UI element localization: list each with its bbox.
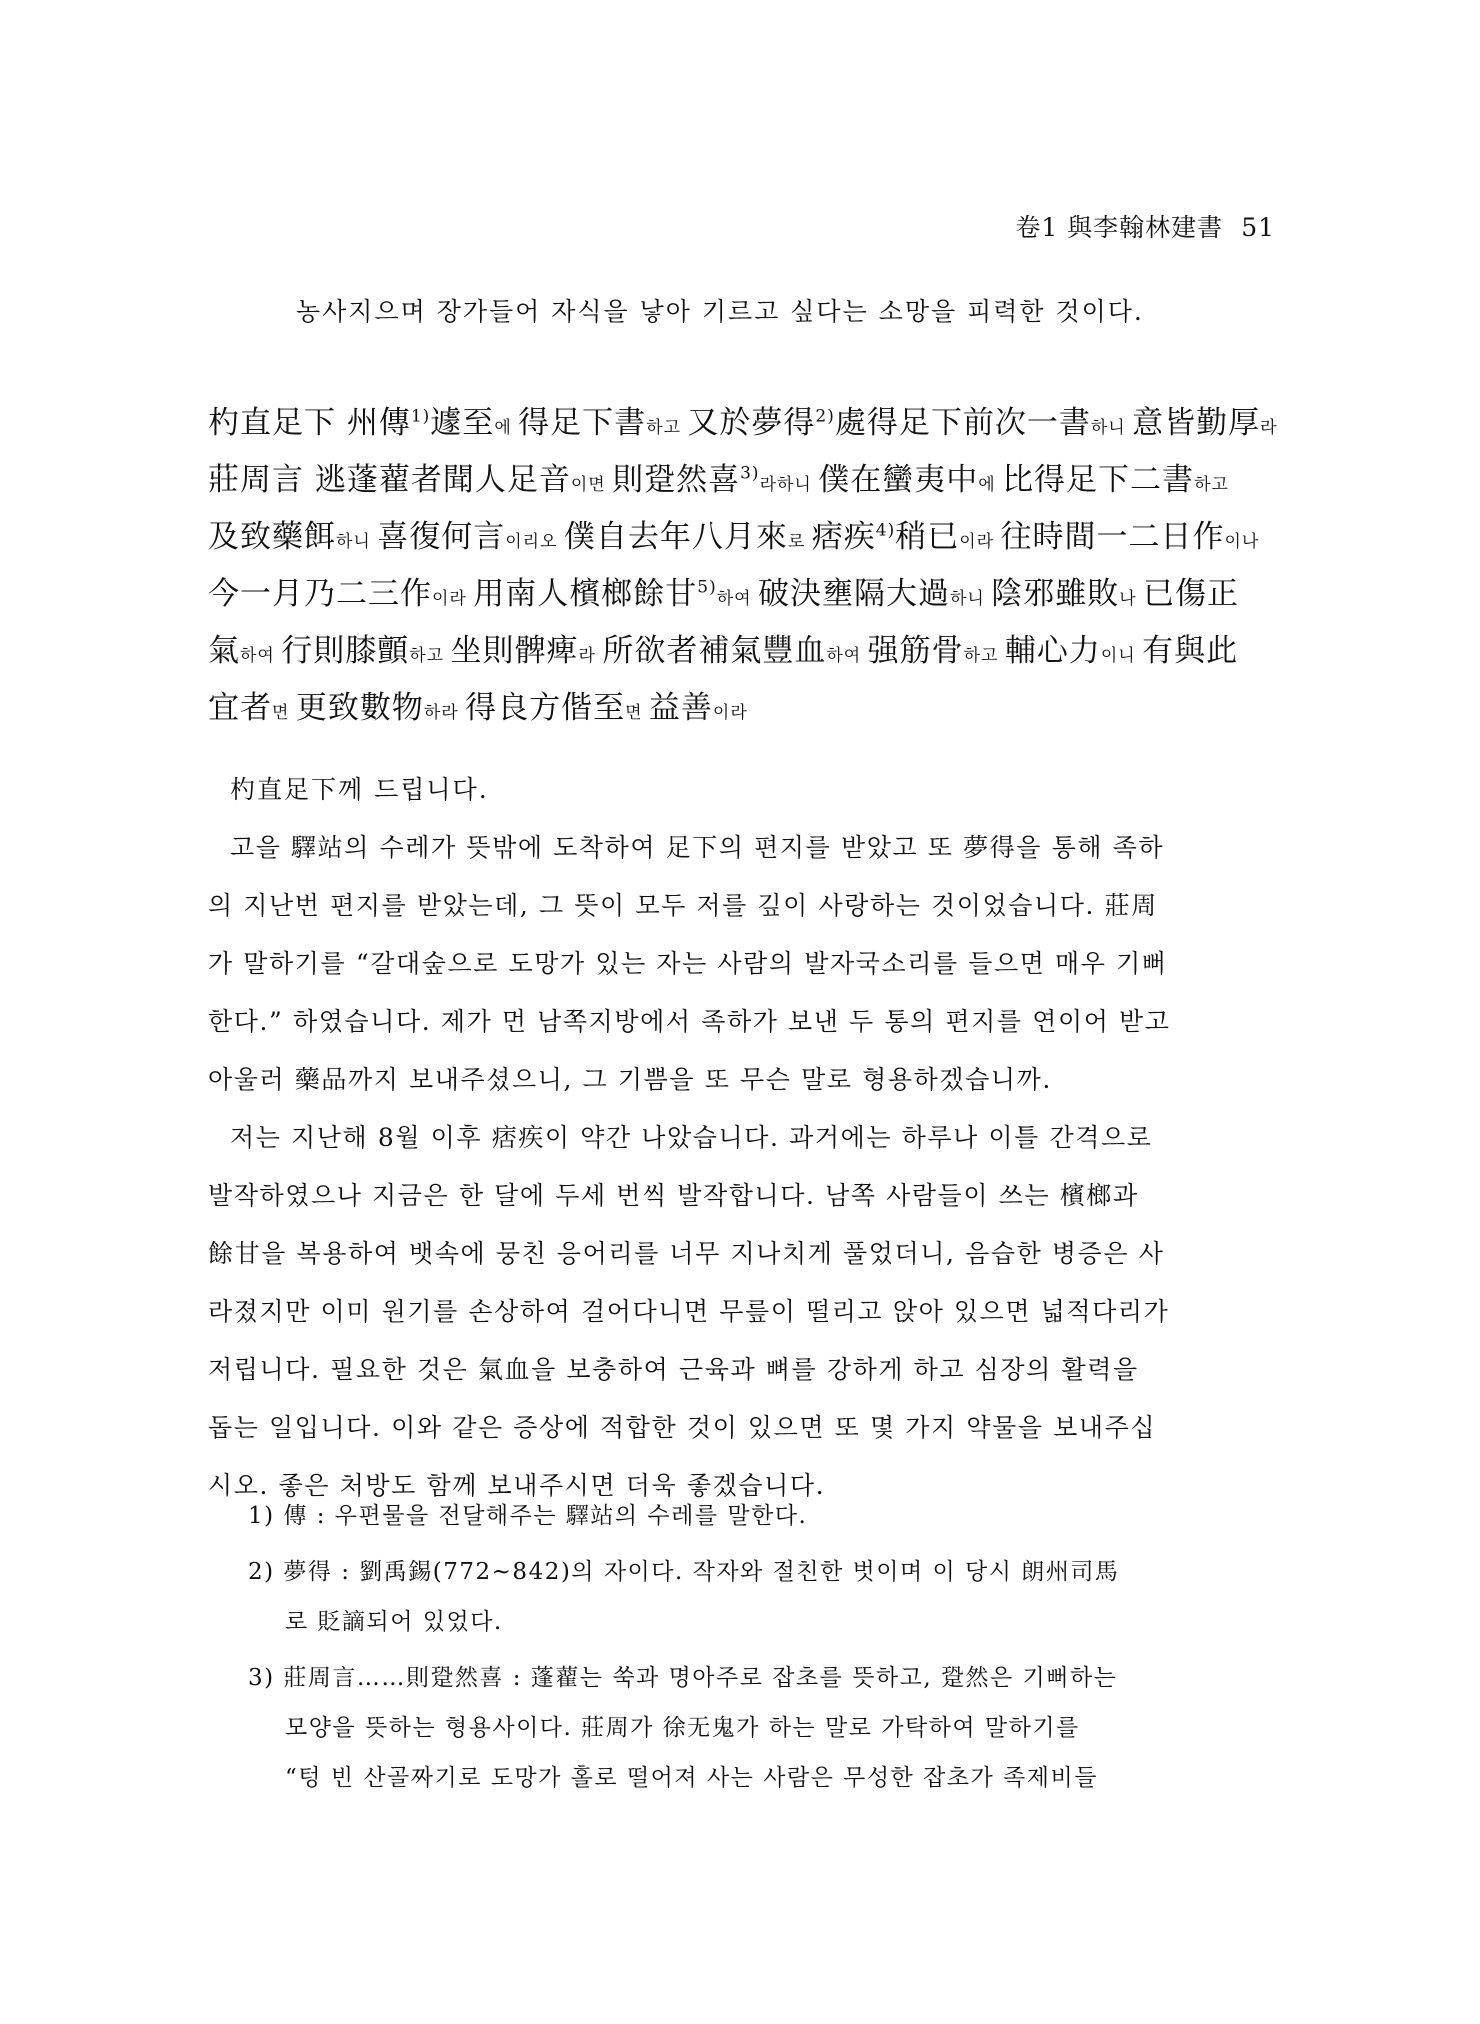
running-header: [1015, 208, 1275, 244]
hanmun-line: 今一月乃二三作이라 用南人檳榔餘甘$^{5)}$하여 破決壅隔大過하니 陰邪雖敗나 已傷正: [208, 576, 1240, 612]
intro-line: 농사지으며 장가들어 자식을 낳아 기르고 싶다는 소망을 피력한 것이다.: [296, 297, 1144, 326]
footnotes: [248, 1497, 1288, 1809]
translation-line: 餘甘을 복용하여 뱃속에 뭉친 응어리를 너무 지나치게 풀었더니, 음습한 병증은 사: [208, 1239, 1165, 1268]
translation-line: 고을 驛站의 수레가 뜻밖에 도착하여 足下의 편지를 받았고 또 夢得을 통해 족하: [230, 833, 1165, 862]
footnote-ref[interactable]: 4): [875, 520, 896, 541]
footnote-3-cont: “텅 빈 산골짜기로 도망가 홀로 떨어져 사는 사람은 무성한 잡초가 족제비들: [285, 1765, 1098, 1791]
footnote-ref[interactable]: 1): [410, 406, 431, 427]
footnote-3: 3) 莊周言……則跫然喜 : 蓬藋는 쑥과 명아주로 잡초를 뜻하고, 跫然은 기뻐하는: [248, 1665, 1118, 1691]
translation-line: 가 말하기를 “갈대숲으로 도망가 있는 자는 사람의 발자국소리를 들으면 매우 기뻐: [208, 949, 1168, 978]
footnote-ref[interactable]: 2): [815, 406, 835, 427]
translation-line: 의 지난번 편지를 받았는데, 그 뜻이 모두 저를 깊이 사랑하는 것이었습니다. 莊周: [208, 891, 1158, 920]
translation-line: 아울러 藥品까지 보내주셨으니, 그 기쁨을 또 무슨 말로 형용하겠습니까.: [208, 1065, 1052, 1094]
translation-line: 한다.” 하였습니다. 제가 먼 남쪽지방에서 족하가 보낸 두 통의 편지를 연이어 받고: [208, 1007, 1171, 1036]
salutation: 杓直足下께 드립니다.: [230, 775, 489, 804]
hanmun-line: 宜者면 更致數物하라 得良方偕至면 益善이라: [208, 690, 748, 726]
footnote-2: 2) 夢得 : 劉禹錫(772~842)의 자이다. 작자와 절친한 벗이며 이 당시 朗州司馬: [248, 1559, 1120, 1585]
footnote-3-cont: 모양을 뜻하는 형용사이다. 莊周가 徐无鬼가 하는 말로 가탁하여 말하기를: [285, 1715, 1080, 1741]
hanmun-line: 及致藥餌하니 喜復何言이리오 僕自去年八月來로 痞疾$^{4)}$稍已이라 往時間一二日作이나: [208, 519, 1260, 555]
translation-line: 저립니다. 필요한 것은 氣血을 보충하여 근육과 뼈를 강하게 하고 심장의 활력을: [208, 1355, 1139, 1384]
translation-line: 라졌지만 이미 원기를 손상하여 걸어다니면 무릎이 떨리고 앉아 있으면 넓적다리가: [208, 1297, 1170, 1326]
hanmun-line: 氣하여 行則膝顫하고 坐則髀痺라 所欲者補氣豐血하여 强筋骨하고 輔心力이니 有與此: [208, 633, 1239, 669]
footnote-1: 1) 傳 : 우편물을 전달해주는 驛站의 수레를 말한다.: [248, 1503, 808, 1529]
translation-line: 돕는 일입니다. 이와 같은 증상에 적합한 것이 있으면 또 몇 가지 약물을 보내주십: [208, 1413, 1157, 1442]
translation-line: 발작하였으나 지금은 한 달에 두세 번씩 발작합니다. 남쪽 사람들이 쓰는 檳榔과: [208, 1181, 1139, 1210]
hanmun-line: 莊周言 逃蓬藋者聞人足音이면 則跫然喜$^{3)}$라하니 僕在蠻夷中에 比得足下二書하고: [208, 462, 1229, 498]
footnote-2-cont: 로 貶謫되어 있었다.: [285, 1609, 503, 1635]
footnote-ref[interactable]: 5): [697, 577, 717, 598]
footnote-ref[interactable]: 3): [740, 463, 760, 484]
translation-line: 저는 지난해 8월 이후 痞疾이 약간 나았습니다. 과거에는 하루나 이틀 간격으로: [230, 1123, 1153, 1152]
translation-line: 시오. 좋은 처방도 함께 보내주시면 더욱 좋겠습니다.: [208, 1471, 826, 1500]
running-title: 卷1 與李翰林建書: [1015, 213, 1224, 242]
hanmun-text-block: [208, 397, 1288, 739]
hanmun-line: 杓直足下 州傳$^{1)}$遽至에 得足下書하고 又於夢得$^{2)}$處得足下前次一書하니 意皆勤厚라: [208, 405, 1278, 441]
page-number: 51: [1241, 213, 1275, 242]
translation-block: [208, 770, 1288, 1524]
